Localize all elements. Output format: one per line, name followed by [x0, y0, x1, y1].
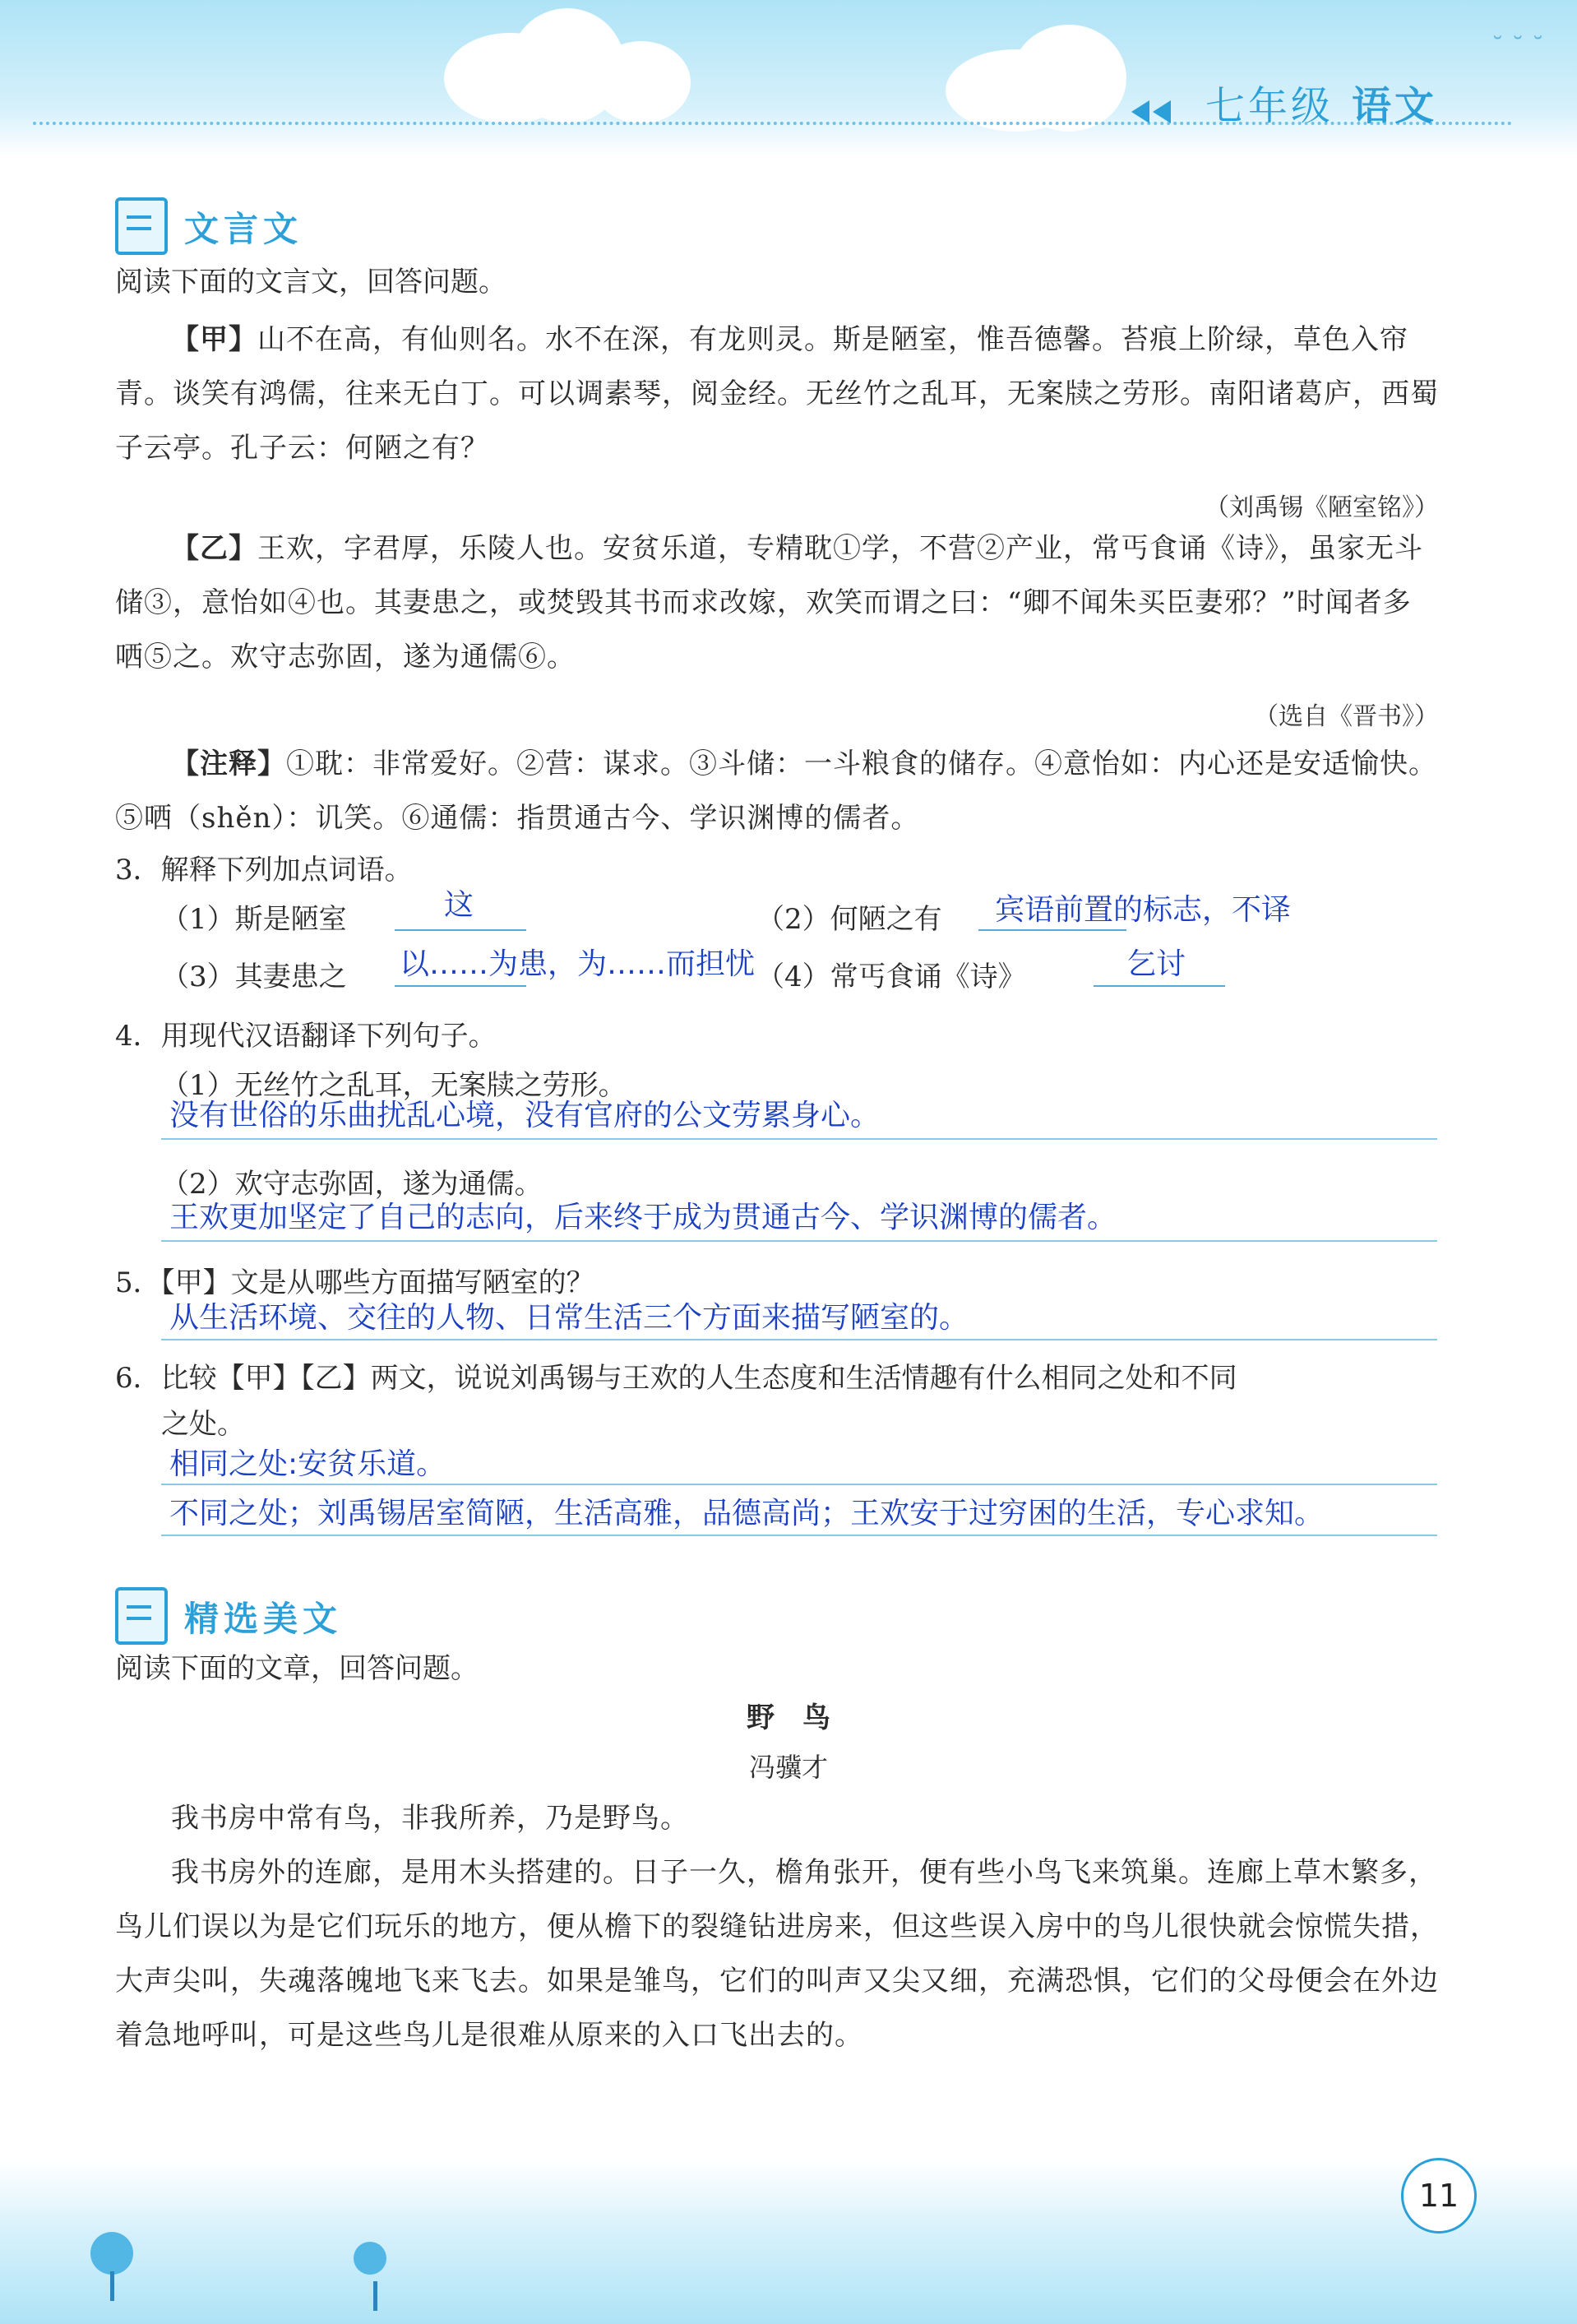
notes-text: ①耽：非常爱好。②营：谋求。③斗储：一斗粮食的储存。④意怡如：内心还是安适愉快。⑤哂（shěn）：讥笑。⑥通儒：指贯通古今、学识渊博的儒者。	[115, 748, 1437, 835]
passage-label: 【乙】	[171, 532, 257, 565]
article-paragraph: 我书房中常有鸟，非我所养，乃是野鸟。	[171, 1802, 689, 1835]
question-3-item: （1）斯是陋室	[161, 903, 347, 936]
answer-text: 王欢更加坚定了自己的志向，后来终于成为贯通古今、学识渊博的儒者。	[169, 1201, 1117, 1234]
notes	[115, 737, 1439, 845]
answer-text: 这	[444, 888, 474, 922]
question-4-stem: 4．用现代汉语翻译下列句子。	[115, 1020, 497, 1053]
header-subject: 语文	[1351, 83, 1437, 129]
instruction-text: 阅读下面的文章，回答问题。	[115, 1652, 479, 1685]
question-4-sentence: （2）欢守志弥固，遂为通儒。	[161, 1168, 543, 1201]
question-4-sentence: （1）无丝竹之乱耳，无案牍之劳形。	[161, 1069, 627, 1102]
passage-source: （刘禹锡《陋室铭》）	[1205, 493, 1439, 522]
question-3-item: （3）其妻患之	[161, 961, 347, 993]
question-5-stem: 5．【甲】文是从哪些方面描写陋室的？	[115, 1266, 594, 1299]
answer-text: 宾语前置的标志，不译	[995, 893, 1292, 927]
notepad-icon	[115, 1587, 168, 1645]
passage-yi	[115, 521, 1439, 684]
question-6-stem: 之处。	[161, 1408, 245, 1441]
answer-line	[161, 1484, 1437, 1485]
cloud-decoration	[592, 41, 691, 123]
notepad-icon	[115, 197, 168, 255]
passage-source: （选自《晋书》）	[1254, 702, 1439, 731]
notes-label: 【注释】	[171, 748, 286, 780]
page-number: 11	[1401, 2158, 1477, 2234]
cloud-decoration	[1011, 25, 1126, 132]
answer-blank	[395, 929, 526, 931]
arrow-icon	[1153, 100, 1171, 123]
section-title: 文言文	[184, 209, 303, 249]
section-title: 精选美文	[184, 1599, 343, 1639]
tree-icon	[354, 2242, 386, 2275]
page-header	[0, 0, 1577, 156]
answer-text: 以……为患，为……而担忧	[400, 947, 756, 981]
arrow-icon	[1131, 100, 1149, 123]
answer-line	[161, 1535, 1437, 1536]
answer-blank	[1094, 985, 1225, 987]
answer-text: 相同之处:安贫乐道。	[169, 1447, 446, 1481]
article-title: 野 鸟	[747, 1701, 830, 1734]
answer-text: 不同之处；刘禹锡居室简陋，生活高雅，品德高尚；王欢安于过穷困的生活，专心求知。	[169, 1497, 1325, 1530]
header-grade: 七年级	[1205, 83, 1334, 129]
instruction-text: 阅读下面的文言文，回答问题。	[115, 266, 506, 299]
header-title	[1205, 74, 1437, 131]
answer-text: 没有世俗的乐曲扰乱心境，没有官府的公文劳累身心。	[169, 1099, 881, 1132]
question-3-item: （2）何陋之有	[756, 903, 942, 936]
answer-line	[161, 1138, 1437, 1140]
article-author: 冯骥才	[748, 1752, 828, 1783]
answer-text: 从生活环境、交往的人物、日常生活三个方面来描写陋室的。	[169, 1301, 969, 1335]
page-footer	[0, 2160, 1577, 2324]
article-paragraph: 我书房外的连廊，是用木头搭建的。日子一久，檐角张开，便有些小鸟飞来筑巢。连廊上草木繁多，鸟儿们误以为是它们玩乐的地方，便从檐下的裂缝钻进房来，但这些误入房中的鸟儿很快就会惊慌失措，大声尖叫，失魂落魄地飞来飞去。如果是雏鸟，它们的叫声又尖又细，充满恐惧，它们的父母便会在外边着急地呼叫，可是这些鸟儿是很难从原来的入口飞出去的。	[115, 1856, 1439, 2052]
answer-line	[161, 1339, 1437, 1340]
answer-blank	[395, 985, 526, 987]
passage-text: 王欢，字君厚，乐陵人也。安贫乐道，专精耽①学，不营②产业，常丐食诵《诗》，虽家无斗储③，意怡如④也。其妻患之，或焚毁其书而求改嫁，欢笑而谓之曰：“卿不闻朱买臣妻邪？”时闻者多哂⑤之。欢守志弥固，遂为通儒⑥。	[115, 532, 1423, 674]
tree-icon	[90, 2232, 133, 2275]
birds-icon: ˘ ˘ ˘	[1491, 33, 1544, 62]
question-3-stem: 3．解释下列加点词语。	[115, 854, 413, 887]
passage-text: 山不在高，有仙则名。水不在深，有龙则灵。斯是陋室，惟吾德馨。苔痕上阶绿，草色入帘青。谈笑有鸿儒，往来无白丁。可以调素琴，阅金经。无丝竹之乱耳，无案牍之劳形。南阳诸葛庐，西蜀子云亭。孔子云：何陋之有？	[115, 323, 1439, 465]
question-3-item: （4）常丐食诵《诗》	[756, 961, 1026, 993]
question-6-stem: 6．比较【甲】【乙】两文，说说刘禹锡与王欢的人生态度和生活情趣有什么相同之处和不同	[115, 1362, 1237, 1395]
answer-text: 乞讨	[1126, 947, 1186, 981]
passage-jia	[115, 312, 1439, 475]
answer-line	[161, 1240, 1437, 1242]
answer-blank	[978, 929, 1126, 931]
passage-label: 【甲】	[171, 323, 257, 356]
